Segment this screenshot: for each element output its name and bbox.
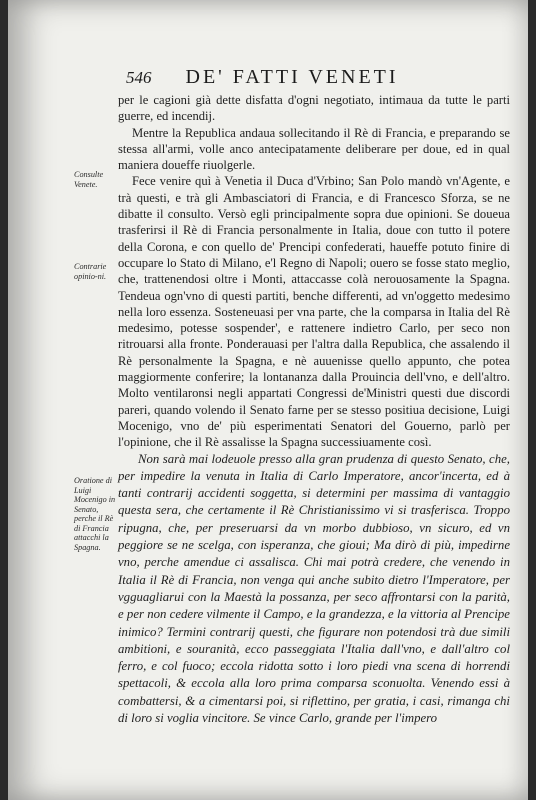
- margin-note-oratione: Oratione di Luigi Mocenigo in Senato, perche il Rè di Francia attacchi la Spagna.: [74, 476, 116, 552]
- main-text: [118, 92, 510, 727]
- paragraph: Mentre la Republica andaua sollecitando il Rè di Francia, e preparando se stessa all'armi, volle anco antecipatamente deliberare per doue, ed in qual maniera doueffe riuolgerle.: [118, 125, 510, 173]
- running-title: DE' FATTI VENETI: [185, 66, 399, 88]
- page-number: 546: [126, 68, 152, 87]
- oration-paragraph: Non sarà mai lodeuole presso alla gran prudenza di questo Senato, che, per impedire la venuta in Italia di Carlo Imperatore, ancor'incerta, ed à tanti contrarij accidenti soggetta, si determini per massima di vantaggio questa sera, che certamente il Rè Christianissimo vi si trasferisca. Troppo ripugna, che, per preseruarsi da vn morbo dubbioso, vn sicuro, ed vn peggiore se ne scelga, con isperanza, che gioui; Ma dirò di più, impedirne vno, perche amendue ci assalisca. Chi mai potrà credere, che venendo in Italia il Rè di Francia, non venga qui anche subito dietro l'Imperatore, per vgguagliarui con la Maestà la possanza, per seco affrontarsi con la parità, e per non cedere vilmente il Campo, e la grandezza, e la vittoria al Prencipe inimico? Termini contrarij questi, che figurare non potendosi trà due simili ambitioni, e souranità, ecco passeggiata l'Italia dall'vno, e dall'altro col ferro, e col fuoco; eccola ridotta sotto i loro piedi vna scena di horrendi spettacoli, & eccola alla loro prima comparsa sconuolta. Venendo essi à combattersi, & a cimentarsi poi, si riflettino, per gratia, i casi, rimanga chi di loro si voglia vincitore. Se vince Carlo, grande per l'impero: [118, 451, 510, 725]
- page-header: [126, 66, 466, 89]
- margin-note-consulte: Consulte Venete.: [74, 170, 104, 189]
- book-page: [8, 0, 528, 800]
- margin-note-contrarie: Contrarie opinio-ni.: [74, 262, 107, 281]
- paragraph: Fece venire quì à Venetia il Duca d'Vrbino; San Polo mandò vn'Agente, e trà questi, e trà gli Ambasciatori di Francia, e di Francesco Sforza, se ne dibatte il consulto. Versò egli principalmente sopra due opinioni. Se doueua trasferirsi il Rè di Francia personalmente in Italia, doue con tutto il potere della Corona, e con quello de' Prencipi confederati, haueffe potuto finire di occupare lo Stato di Milano, e'l Regno di Napoli; ouero se fosse stato meglio, che, trattenendosi oltre i Monti, attaccasse colà nerouosamente la Spagna. Tendeua ogn'vno di questi partiti, benche differenti, ad vn'oggetto medesimo nella loro essenza. Sosteneuasi per vna parte, che la comparsa in Italia del Rè medesimo, potesse sospender', e rattenere indietro Carlo, per seco non ritrouarsi alla fronte. Ponderauasi per l'altra dalla Republica, che assalendo il Rè personalmente la Spagna, e nè auuenisse quello appunto, che potea maggiormente conferire; la lontananza dalla Prouincia dell'vno, e dell'altro. Molto ventilaronsi negli appartati Congressi de'Ministri questi due discordi pareri, quando volendo il Senato farne per se stesso positiua decisione, Luigi Mocenigo, vno de' più esperimentati Senatori del Gouerno, parlò per l'opinione, che il Rè assalisse la Spagna successiuamente così.: [118, 174, 510, 450]
- paragraph: per le cagioni già dette disfatta d'ogni negotiato, intimaua da tutte le parti guerre, ed incendij.: [118, 93, 510, 124]
